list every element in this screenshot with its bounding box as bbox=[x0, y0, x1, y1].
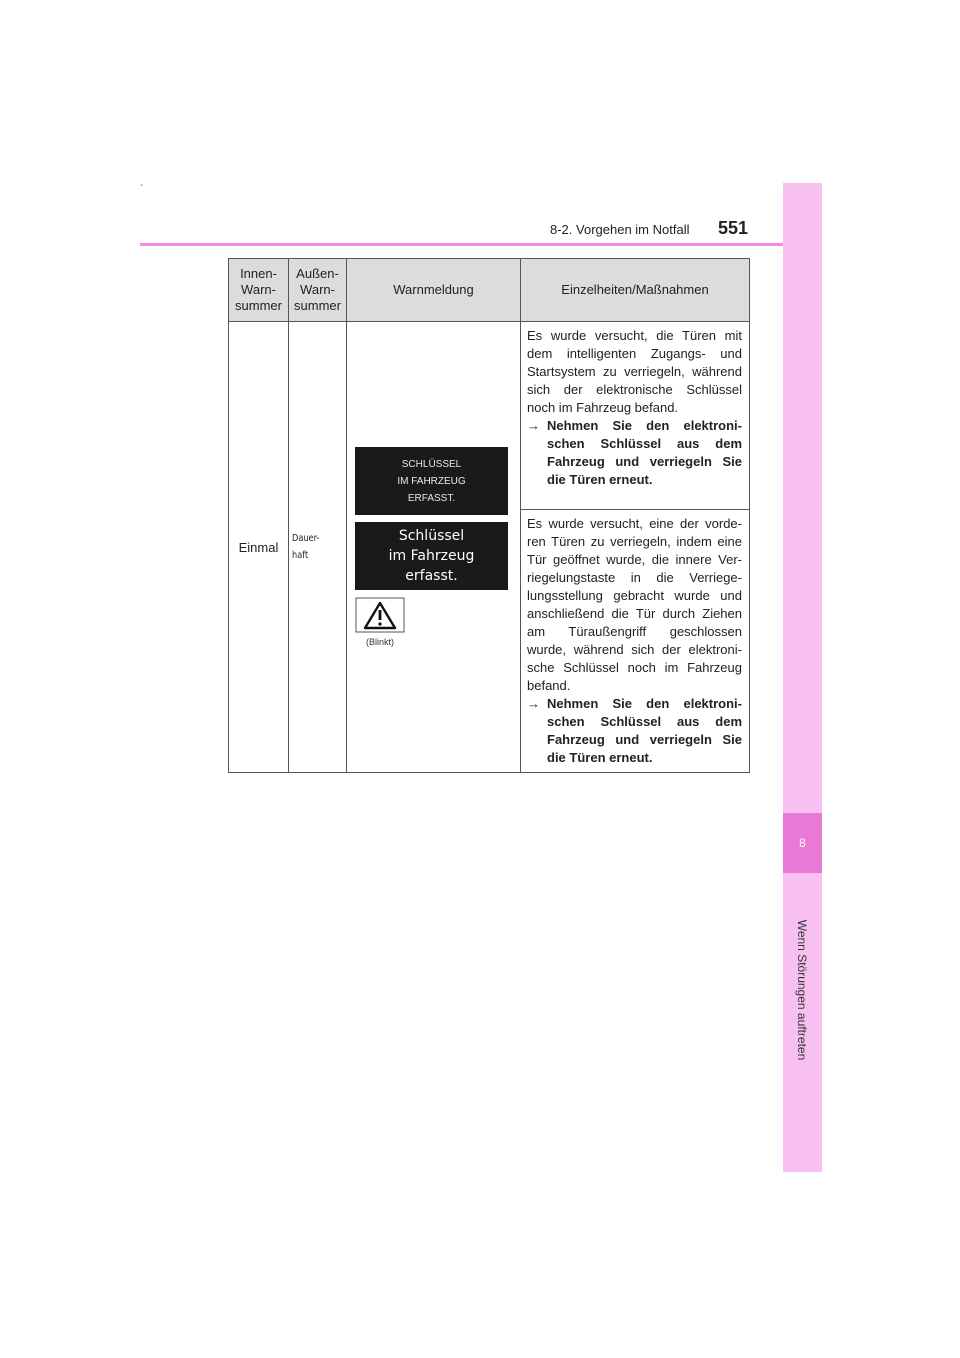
warning-triangle-icon bbox=[355, 597, 405, 633]
chapter-title: Wenn Störungen auftreten bbox=[795, 919, 809, 1061]
display-message-mixedcase: Schlüssel im Fahrzeug erfasst. bbox=[355, 522, 508, 590]
warning-message-cell bbox=[347, 322, 521, 773]
header-warning-message: Warnmeldung bbox=[347, 259, 521, 322]
detail-action-1: → Nehmen Sie den elektroni-schen Schlüssel aus dem Fahrzeug und verriegeln Sie die Türen erneut. bbox=[527, 418, 742, 487]
detail-cell-2 bbox=[521, 510, 750, 773]
arrow-right-icon: → bbox=[527, 418, 540, 433]
detail-action-2: → Nehmen Sie den elektroni-schen Schlüssel aus dem Fahrzeug und verriegeln Sie die Türen erneut. bbox=[527, 696, 742, 765]
warning-light bbox=[355, 597, 405, 647]
outer-buzzer-cell: Dauer- haft bbox=[289, 322, 347, 773]
detail-text-1: Es wurde versucht, die Türen mit dem intelligenten Zugangs- und Startsystem zu verriegeln, während sich der elektronische Schlüssel noch im Fahrzeug befand. bbox=[527, 328, 742, 415]
section-title: 8-2. Vorgehen im Notfall bbox=[550, 222, 690, 237]
header-details: Einzelheiten/Maßnahmen bbox=[521, 259, 750, 322]
arrow-right-icon: → bbox=[527, 696, 540, 711]
table-row bbox=[229, 322, 750, 510]
display-message-uppercase: SCHLÜSSEL IM FAHRZEUG ERFASST. bbox=[355, 447, 508, 515]
header-inner-buzzer: Innen- Warn- summer bbox=[229, 259, 289, 322]
header-rule bbox=[140, 243, 822, 246]
detail-cell-1 bbox=[521, 322, 750, 510]
page-number: 551 bbox=[718, 218, 749, 238]
blink-label: (Blinkt) bbox=[365, 637, 394, 647]
chapter-number-box: 8 bbox=[783, 813, 822, 873]
inner-buzzer-cell: Einmal bbox=[229, 322, 289, 773]
table-header-row bbox=[229, 259, 750, 322]
detail-text-2: Es wurde versucht, eine der vorde-ren Türen zu verriegeln, indem eine Tür geöffnet wurde, die innere Ver-riegelungstaste in die Verriege-lungsstellung gebracht wurde und anschließend die Tür durch Ziehen am Türaußengriff geschlossen wurde, während sich der elektroni-sche Schlüssel noch im Fahrzeug befand. bbox=[527, 516, 742, 693]
header-outer-buzzer: Außen- Warn- summer bbox=[289, 259, 347, 322]
header-mark: - bbox=[140, 180, 144, 191]
warning-table bbox=[228, 258, 750, 773]
